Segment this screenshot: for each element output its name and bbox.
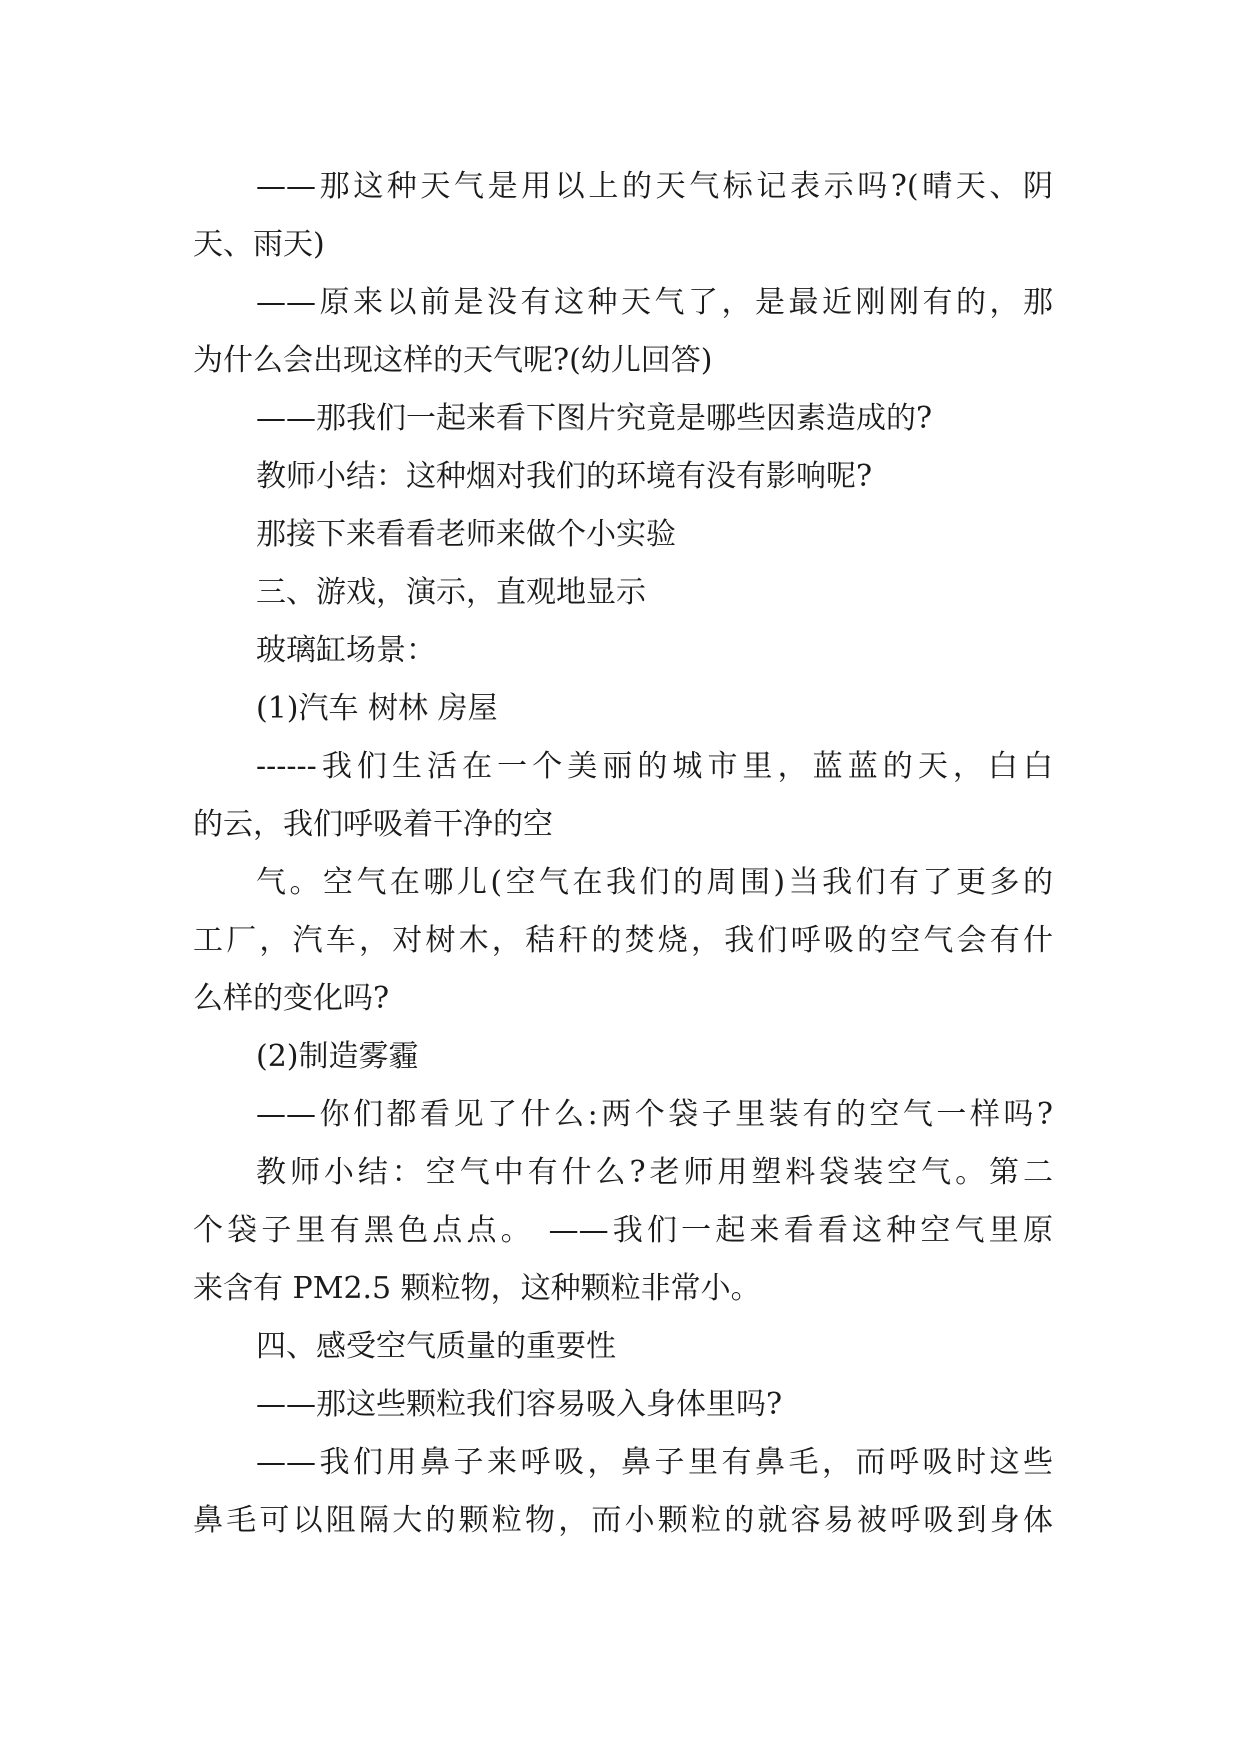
paragraph-line: 教师小结：这种烟对我们的环境有没有影响呢? bbox=[256, 459, 873, 494]
paragraph-line: 那接下来看看老师来做个小实验 bbox=[256, 517, 676, 552]
paragraph-line: 么样的变化吗? bbox=[193, 981, 390, 1016]
paragraph-line: 气。空气在哪儿(空气在我们的周围)当我们有了更多的 bbox=[256, 865, 1053, 900]
paragraph-line: 玻璃缸场景： bbox=[256, 633, 436, 668]
paragraph-line: 工厂，汽车，对树木，秸秆的焚烧，我们呼吸的空气会有什 bbox=[193, 923, 1053, 958]
paragraph-line: ——那这种天气是用以上的天气标记表示吗?(晴天、阴 bbox=[256, 169, 1053, 204]
paragraph-line: ——原来以前是没有这种天气了，是最近刚刚有的，那 bbox=[256, 285, 1053, 320]
paragraph-line: 个袋子里有黑色点点。 ——我们一起来看看这种空气里原 bbox=[193, 1213, 1053, 1248]
paragraph-line: ——那我们一起来看下图片究竟是哪些因素造成的? bbox=[256, 401, 933, 436]
paragraph-line: (1)汽车 树林 房屋 bbox=[256, 691, 498, 726]
section-heading: 四、感受空气质量的重要性 bbox=[256, 1329, 616, 1364]
paragraph-line: ------我们生活在一个美丽的城市里，蓝蓝的天，白白 bbox=[256, 749, 1053, 784]
paragraph-line: (2)制造雾霾 bbox=[256, 1039, 419, 1074]
paragraph-line: 的云，我们呼吸着干净的空 bbox=[193, 807, 553, 842]
paragraph-line: 鼻毛可以阻隔大的颗粒物，而小颗粒的就容易被呼吸到身体 bbox=[193, 1503, 1053, 1538]
section-heading: 三、游戏，演示，直观地显示 bbox=[256, 575, 646, 610]
paragraph-line: 来含有 PM2.5 颗粒物，这种颗粒非常小。 bbox=[193, 1271, 761, 1306]
paragraph-line: 教师小结：空气中有什么?老师用塑料袋装空气。第二 bbox=[256, 1155, 1053, 1190]
paragraph-line: ——我们用鼻子来呼吸，鼻子里有鼻毛，而呼吸时这些 bbox=[256, 1445, 1053, 1480]
paragraph-line: ——你们都看见了什么:两个袋子里装有的空气一样吗? bbox=[256, 1097, 1053, 1132]
paragraph-line: 为什么会出现这样的天气呢?(幼儿回答) bbox=[193, 343, 713, 378]
paragraph-line: ——那这些颗粒我们容易吸入身体里吗? bbox=[256, 1387, 783, 1422]
paragraph-line: 天、雨天) bbox=[193, 227, 325, 262]
